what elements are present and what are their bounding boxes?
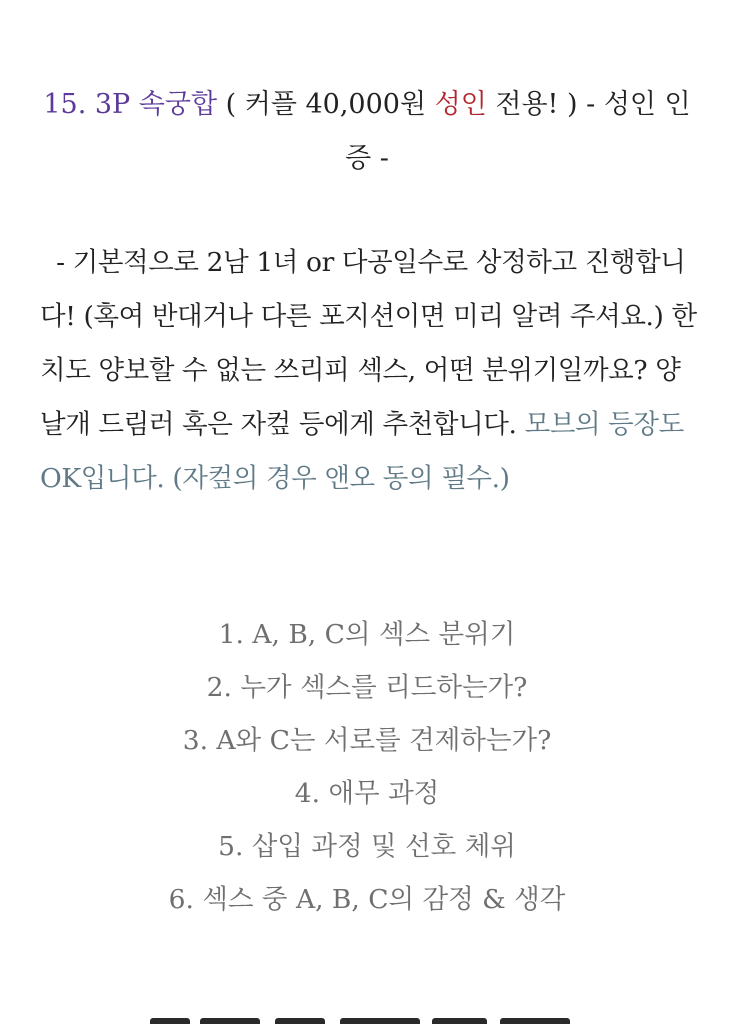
- question-item: 1. A, B, C의 섹스 분위기: [218, 619, 516, 650]
- question-item: 2. 누가 섹스를 리드하는가?: [206, 672, 528, 703]
- question-item: 4. 애무 과정: [294, 778, 440, 809]
- adult-label: 성인: [434, 89, 487, 120]
- description-note: 모브의 등장도 OK입니다. (자컾의 경우 앤오 동의 필수.): [40, 409, 684, 494]
- description-main-text: - 기본적으로 2남 1녀 or 다공일수로 상정하고 진행합니다! (혹여 반대거나 다른 포지션이면 미리 알려 주셔요.) 한 치도 양보할 수 없는 쓰리피 섹스, 어떤 분위기일까요? 양날개 드림러 혹은 자컾 등에게 추천합니다.: [40, 247, 705, 440]
- question-list: [40, 608, 694, 926]
- section-title: 15. 3P 속궁합: [43, 89, 218, 120]
- question-item: 3. A와 C는 서로를 견제하는가?: [182, 725, 552, 756]
- cut-off-next-line: [0, 1012, 734, 1024]
- adult-verification-text: 전용! ) - 성인 인증 -: [345, 89, 691, 174]
- section-heading: [40, 78, 694, 186]
- question-item: 6. 섹스 중 A, B, C의 감정 & 생각: [168, 884, 566, 915]
- price-text: ( 커플 40,000원: [217, 89, 435, 120]
- question-item: 5. 삽입 과정 및 선호 체위: [218, 831, 516, 862]
- description-paragraph: [40, 236, 705, 506]
